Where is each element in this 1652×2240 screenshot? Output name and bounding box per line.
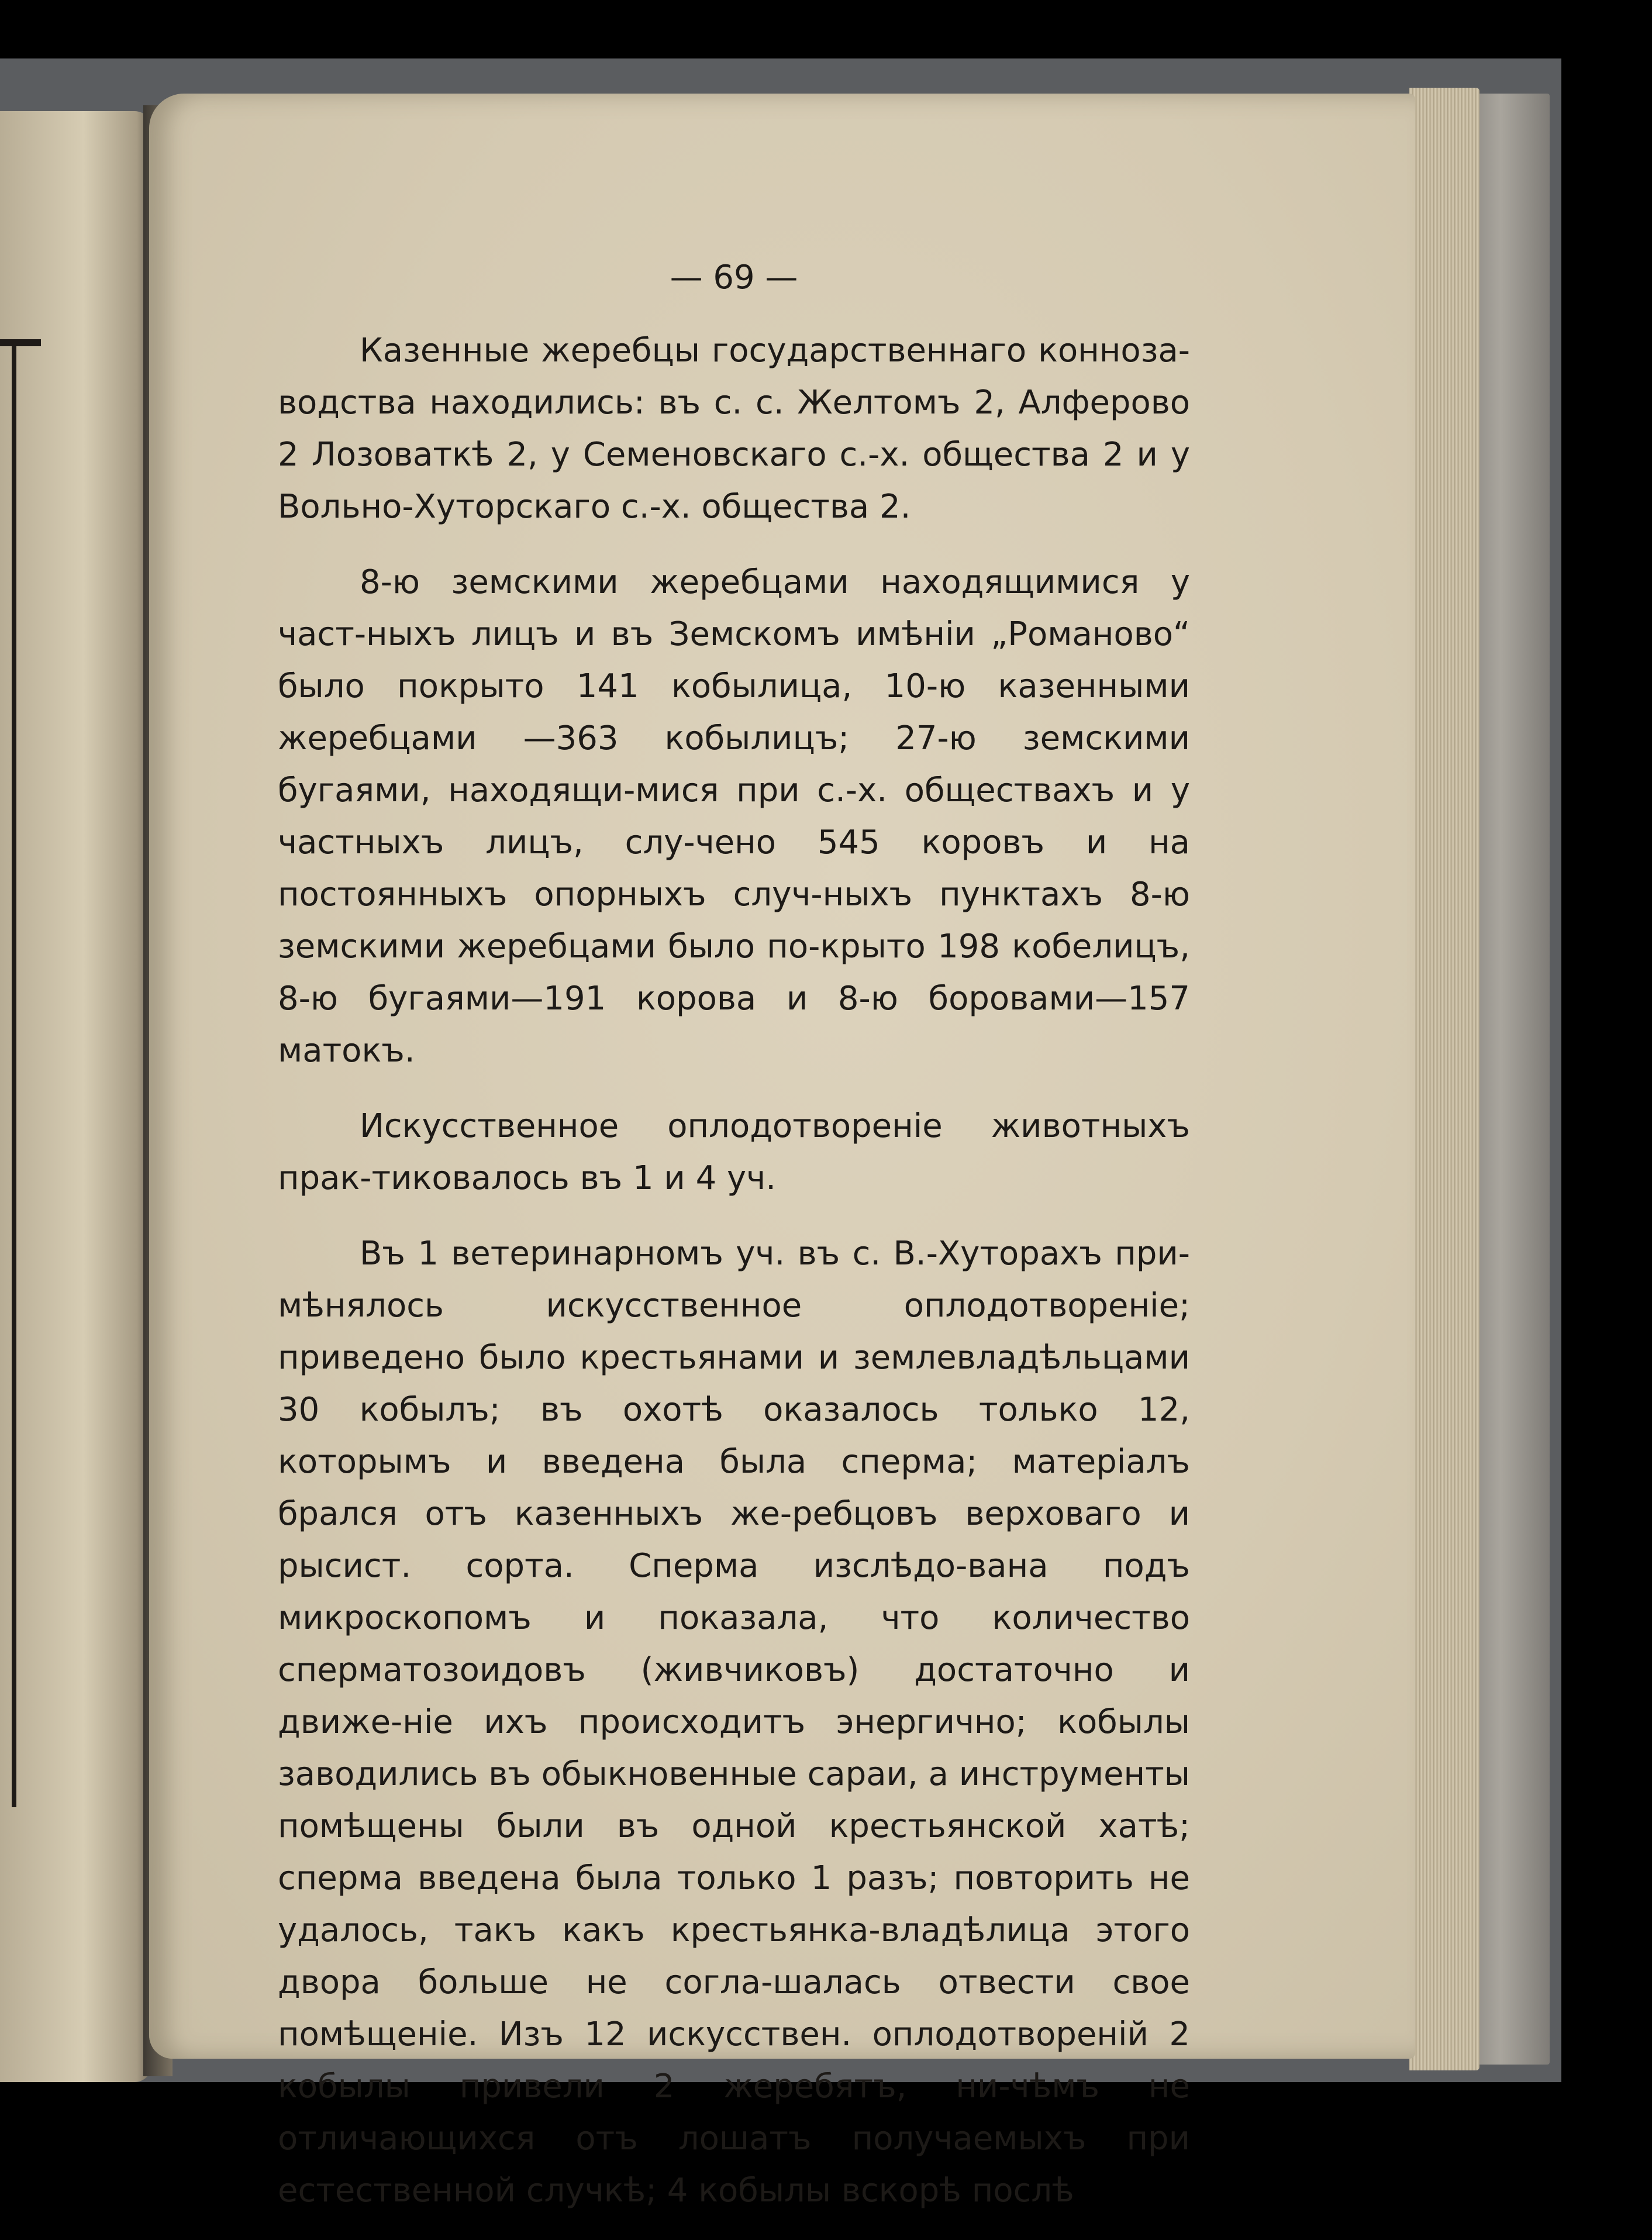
page-text-block [278,251,1190,2240]
paragraph-stallions: Казенные жеребцы государственнаго конноза-водства находились: въ с. с. Желтомъ 2, Алферово 2 Лозоваткѣ 2, у Семеновскаго с.-х. общества 2 и у Вольно-Хуторскаго с.-х. общества 2. [278,332,1190,526]
page-number: — 69 — [670,259,798,297]
paragraph-artificial-insemination: Искусственное оплодотвореніе животныхъ прак-тиковалось въ 1 и 4 уч. [278,1107,1190,1197]
left-page-frame-rule-top [0,339,41,346]
left-page-frame-rule-vertical [12,345,16,1807]
paragraph-first-district: Въ 1 ветеринарномъ уч. въ с. В.-Хуторахъ при-мѣнялось искусственное оплодотвореніе; приведено было крестьянами и землевладѣльцами 30 кобылъ; въ охотѣ оказалось только 12, которымъ и введена была сперма; матеріалъ брался отъ казенныхъ же-ребцовъ верховаго и рысист. сорта. Сперма изслѣдо-вана подъ микроскопомъ и показала, что количество сперматозоидовъ (живчиковъ) достаточно и движе-ніе ихъ происходитъ энергично; кобылы заводились въ обыкновенные сараи, а инструменты помѣщены были въ одной крестьянской хатѣ; сперма введена была только 1 разъ; повторить не удалось, такъ какъ крестьянка-владѣлица этого двора больше не согла-шалась отвести свое помѣщеніе. Изъ 12 искусствен. оплодотвореній 2 кобылы привели 2 жеребятъ, ни-чѣмъ не отличающихся отъ лошатъ получаемыхъ при естественной случкѣ; 4 кобылы вскорѣ послѣ [278,1235,1190,2210]
page-stack-edges [1409,88,1479,2070]
paragraph-breeding-counts: 8-ю земскими жеребцами находящимися у част-ныхъ лицъ и въ Земскомъ имѣніи „Романово“ было покрыто 141 кобылица, 10-ю казенными жеребцами —363 кобылицъ; 27-ю земскими бугаями, находящи-мися при с.-х. обществахъ и у частныхъ лицъ, слу-чено 545 коровъ и на постоянныхъ опорныхъ случ-ныхъ пунктахъ 8-ю земскими жеребцами было по-крыто 198 кобелицъ, 8-ю бугаями—191 корова и 8-ю боровами—157 матокъ. [278,563,1190,1070]
facing-left-page [0,111,152,2082]
book-cover-edge [1468,94,1550,2065]
